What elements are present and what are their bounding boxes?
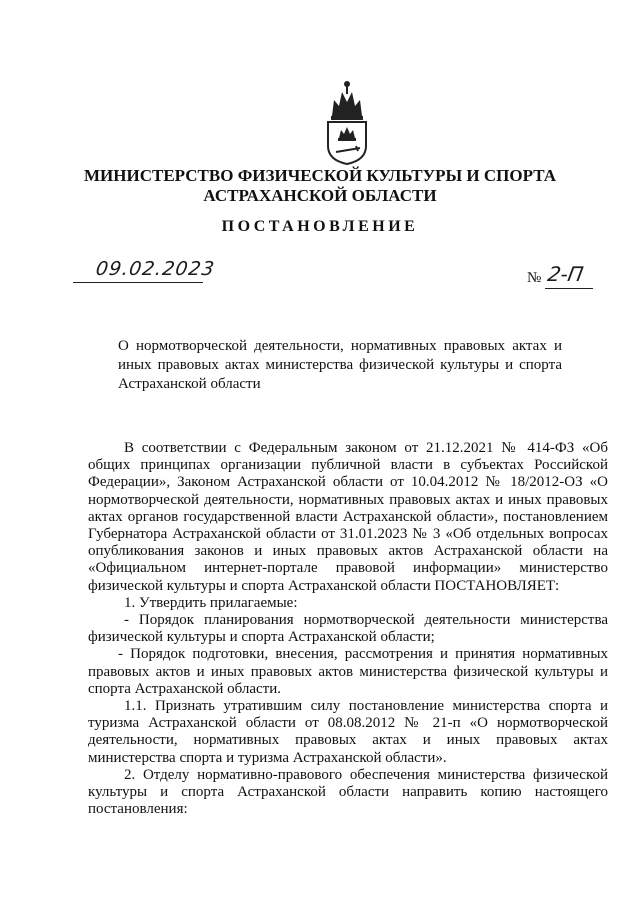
astrakhan-coat-of-arms-icon (322, 76, 372, 166)
decree-number: 2-П (545, 262, 586, 286)
document-type: ПОСТАНОВЛЕНИЕ (221, 218, 419, 235)
number-underline (545, 288, 593, 289)
body-paragraph: 1. Утвердить прилагаемые: (124, 594, 298, 611)
body-paragraph: 1.1. Признать утратившим силу постановление министерства спорта и туризма Астраханской области от 08.08.2012 № 21-п «О нормотворческой деятельности, нормативных правовых актах и иных правовых актах министерства спорта и туризма Астраханской области». (88, 698, 608, 766)
date-underline (73, 282, 203, 283)
number-label: № (527, 270, 542, 286)
decree-body (88, 440, 608, 818)
body-paragraph: В соответствии с Федеральным законом от 21.12.2021 № 414-ФЗ «Об общих принципах организации публичной власти в субъектах Российской Федерации», Законом Астраханской области от 10.04.2012 № 18/2012-ОЗ «О нормотворческой деятельности, нормативных правовых актах и иных правовых актах органов государственной власти Астраханской области», постановлением Губернатора Астраханской области от 31.01.2023 № 3 «Об отдельных вопросах опубликования законов и иных правовых актов Астраханской области на «Официальном интернет-портале правовой информации» министерство физической культуры и спорта Астраханской области ПОСТАНОВЛЯЕТ: (88, 440, 608, 594)
decree-subject: О нормотворческой деятельности, нормативных правовых актах и иных правовых актах министерства физической культуры и спорта Астраханской области (118, 338, 562, 392)
body-paragraph: - Порядок планирования нормотворческой деятельности министерства физической культуры и спорта Астраханской области; (88, 612, 608, 646)
decree-date: 09.02.2023 (94, 258, 217, 280)
body-paragraph: - Порядок подготовки, внесения, рассмотрения и принятия нормативных правовых актов и иных правовых актов министерства физической культуры и спорта Астраханской области. (88, 646, 608, 697)
ministry-title: МИНИСТЕРСТВО ФИЗИЧЕСКОЙ КУЛЬТУРЫ И СПОРТА АСТРАХАНСКОЙ ОБЛАСТИ (84, 166, 556, 205)
body-paragraph: 2. Отделу нормативно-правового обеспечения министерства физической культуры и спорта Астраханской области направить копию настоящего постановления: (88, 766, 608, 818)
